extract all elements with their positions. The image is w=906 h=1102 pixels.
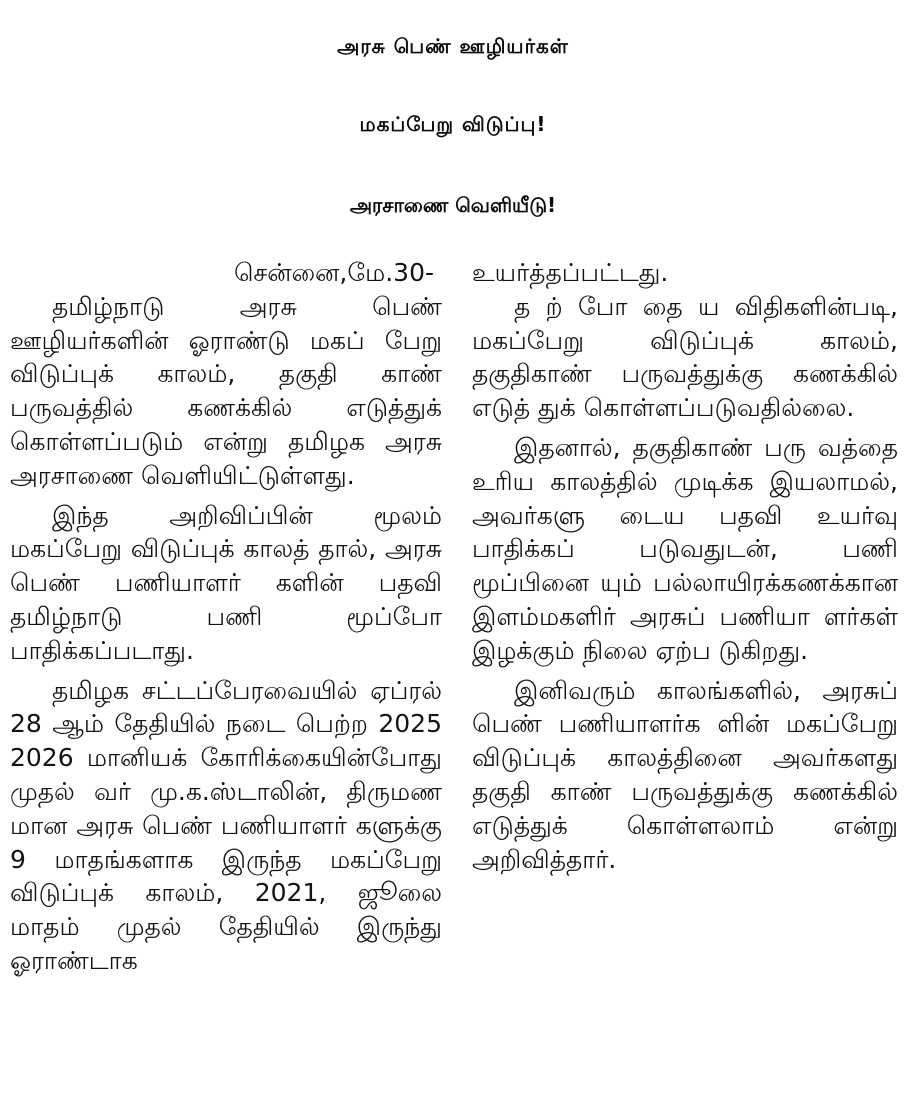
subheadline: அரசாணை வெளியீடு!: [349, 193, 557, 217]
headline-line-1: அரசு பெண் ஊழியர்கள்: [337, 34, 569, 58]
article-paragraph-continuation: உயர்த்தப்பட்டது.: [472, 258, 669, 287]
article-paragraph: இந்த அறிவிப்பின் மூலம் மகப்பேறு விடுப்புக் காலத் தால், அரசு பெண் பணியாளர் களின் பதவி தமிழ்நாடு பணி மூப்போ பாதிக்கப்படாது.: [10, 500, 442, 665]
article-paragraph: த ற் போ தை ய விதிகளின்படி, மகப்பேறு விடுப்புக் காலம், தகுதிகாண் பருவத்துக்கு கணக்கில் எடுத் துக் கொள்ளப்படுவதில்லை.: [472, 291, 898, 423]
article-paragraph: தமிழ்நாடு அரசு பெண் ஊழியர்களின் ஓராண்டு மகப் பேறு விடுப்புக் காலம், தகுதி காண் பருவத்தில் கணக்கில் எடுத்துக் கொள்ளப்படும் என்று தமிழக அரசு அரசாணை வெளியிட்டுள்ளது.: [10, 291, 442, 490]
article-paragraph: இனிவரும் காலங்களில், அரசுப் பெண் பணியாளர்க ளின் மகப்பேறு விடுப்புக் காலத்தினை அவர்களது தகுதி காண் பருவத்துக்கு கணக்கில் எடுத்துக் கொள்ளலாம் என்று அறிவித்தார்.: [472, 675, 898, 874]
headline-line-2: மகப்பேறு விடுப்பு!: [359, 112, 547, 136]
article-column-left: [10, 256, 442, 978]
article-paragraph: தமிழக சட்டப்பேரவையில் ஏப்ரல் 28 ஆம் தேதியில் நடை பெற்ற 2025 2026 மானியக் கோரிக்கையின்போது முதல் வர் மு.க.ஸ்டாலின், திருமண மான அரசு பெண் பணியாளர் களுக்கு 9 மாதங்களாக இருந்த மகப்பேறு விடுப்புக் காலம், 2021, ஜூலை மாதம் முதல் தேதியில் இருந்து ஓராண்டாக: [10, 675, 442, 975]
dateline: சென்னை,மே.30-: [233, 258, 434, 287]
article-paragraph: இதனால், தகுதிகாண் பரு வத்தை உரிய காலத்தில் முடிக்க இயலாமல், அவர்களு டைய பதவி உயர்வு பாதிக்கப் படுவதுடன், பணி மூப்பினை யும் பல்லாயிரக்கணக்கான இளம்மகளிர் அரசுப் பணியா ளர்கள் இழக்கும் நிலை ஏற்ப டுகிறது.: [472, 432, 898, 665]
article-column-right: [472, 256, 898, 876]
